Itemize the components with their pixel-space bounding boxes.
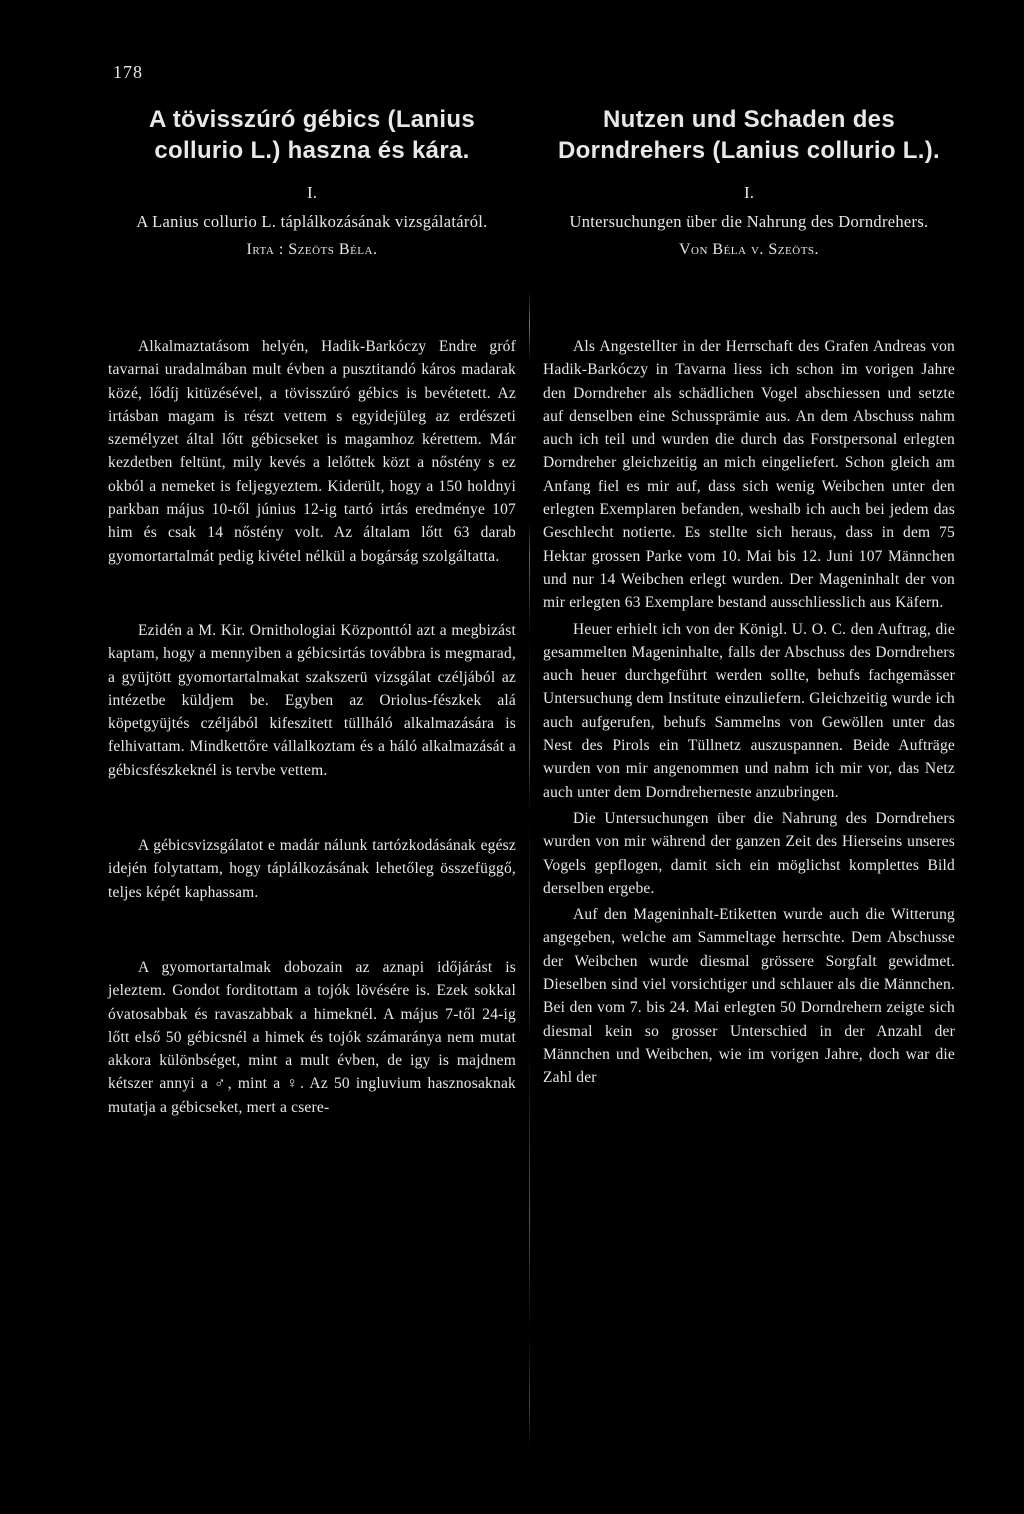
hungarian-paragraph: Ezidén a M. Kir. Ornithologiai Központtól azt a megbizást kaptam, hogy a mennyiben a gébicsirtás továbbra is megmarad, a gyüjtött gyomortartalmakat szakszerü vizsgálat czéljából az intézetbe küldjem be. Egyben az Oriolus-fészkek alá köpetgyüjtés czéljából kifeszitett tüllháló alkalmazására is felhivattam. Mindkettőre vállalkoztam és a háló alkalmazását a gébicsfészkeknél is tervbe vettem. <box>108 621 516 779</box>
hungarian-header <box>108 104 516 259</box>
german-title: Nutzen und Schaden des Dorndrehers (Lanius collurio L.). <box>558 106 940 164</box>
hungarian-paragraph: A gyomortartalmak dobozain az aznapi időjárást is jeleztem. Gondot forditottam a tojók lövésére is. Ezek sokkal óvatosabbak és ravaszabbak a himeknél. A május 7-től 24-ig lőtt első 50 gébicsnél a himek és tojók számaránya nem mutat akkora különbséget, mint a mult évben, de igy is majdnem kétszer annyi a ♂, mint a ♀. Az 50 ingluvium hasznosaknak mutatja a gébicseket, mert a csere- <box>108 958 516 1116</box>
hungarian-title: A tövisszúró gébics (Lanius collurio L.) haszna és kára. <box>149 106 475 164</box>
german-paragraph: Als Angestellter in der Herrschaft des Grafen Andreas von Hadik-Barkóczy in Tavarna liess ich schon im vorigen Jahre den Dorndreher als schädlichen Vogel abschiessen und setzte auf denselben eine Schussprämie aus. An dem Abschuss nahm auch ich teil und wurden die durch das Forstpersonal erlegten Dorndreher gleichzeitig an mich eingeliefert. Schon gleich am Anfang fiel es mir auf, dass sich wenig Weibchen unter den erlegten Exemplaren befanden, weshalb ich auch bei jedem das Geschlecht notierte. Es stellte sich heraus, dass in dem 75 Hektar grossen Parke vom 10. Mai bis 12. Juni 107 Männchen und nur 14 Weibchen erlegt wurden. Der Mageninhalt der von mir erlegten 63 Exemplare bestand ausschliesslich aus Käfern. <box>543 338 955 612</box>
hungarian-body <box>108 335 516 1119</box>
german-paragraph: Heuer erhielt ich von der Königl. U. O. C. den Auftrag, die gesammelten Mageninhalte, falls der Abschuss des Dorndrehers auch heuer durchgeführt werden sollte, behufs fachgemässer Untersuchung dem Institute einzuliefern. Gleichzeitig wurde ich auch aufgerufen, behufs Sammelns von Gewöllen unter das Nest des Pirols ein Tüllnetz auszuspannen. Beide Aufträge wurden von mir angenommen und nahm ich mir vor, das Netz auch unter dem Dorndreherneste anzubringen. <box>543 620 955 801</box>
german-paragraph: Die Untersuchungen über die Nahrung des Dorndrehers wurden von mir während der ganzen Zeit des Hierseins unseres Vogels gepflogen, damit sich ein möglichst komplettes Bild derselben ergebe. <box>543 809 955 897</box>
german-author: Von Béla v. Szeöts. <box>678 241 820 258</box>
german-subtitle: Untersuchungen über die Nahrung des Dorndrehers. <box>569 212 929 231</box>
hungarian-paragraph: Alkalmaztatásom helyén, Hadik-Barkóczy Endre gróf tavarnai uradalmában mult évben a pusztitandó káros madarak közé, lődíj kitüzésével, a tövisszúró gébics is bevétetett. Az irtásban magam is részt vettem s egyidejüleg az erdészeti személyzet által lőtt gébicseket is magamhoz kérettem. Már kezdetben feltünt, mily kevés a lelőttek közt a nőstény s ez okból a nemeket is feljegyeztem. Kiderült, hogy a 150 holdnyi parkban május 10-től június 12-ig tartó irtás eredménye 107 him és csak 14 nőstény volt. Az általam lőtt 63 darab gyomortartalmát pedig kivétel nélkül a bogárság szolgáltatta. <box>108 338 516 565</box>
hungarian-paragraph: A gébicsvizsgálatot e madár nálunk tartózkodásának egész idején folytattam, hogy táplálkozásának lehetőleg összefüggő, teljes képét kaphassam. <box>108 837 516 901</box>
hungarian-subtitle: A Lanius collurio L. táplálkozásának vizsgálatáról. <box>136 212 488 231</box>
hungarian-section-number: I. <box>307 183 317 202</box>
column-divider <box>529 290 530 1450</box>
german-paragraph: Auf den Mageninhalt-Etiketten wurde auch die Witterung angegeben, welche am Sammeltage herrschte. Dem Abschusse der Weibchen wurde diesmal grössere Sorgfalt gewidmet. Dieselben sind viel vorsichtiger und schlauer als die Männchen. Bei den vom 7. bis 24. Mai erlegten 50 Dorndrehern zeigte sich diesmal kein so grosser Unterschied in der Anzahl der Männchen und Weibchen, wie im vorigen Jahre, doch war die Zahl der <box>543 906 955 1087</box>
german-header <box>543 104 955 259</box>
german-section-number: I. <box>744 183 754 202</box>
hungarian-author: Irta : Szeöts Béla. <box>246 241 378 258</box>
page-number: 178 <box>113 62 143 82</box>
german-body <box>543 335 955 1090</box>
